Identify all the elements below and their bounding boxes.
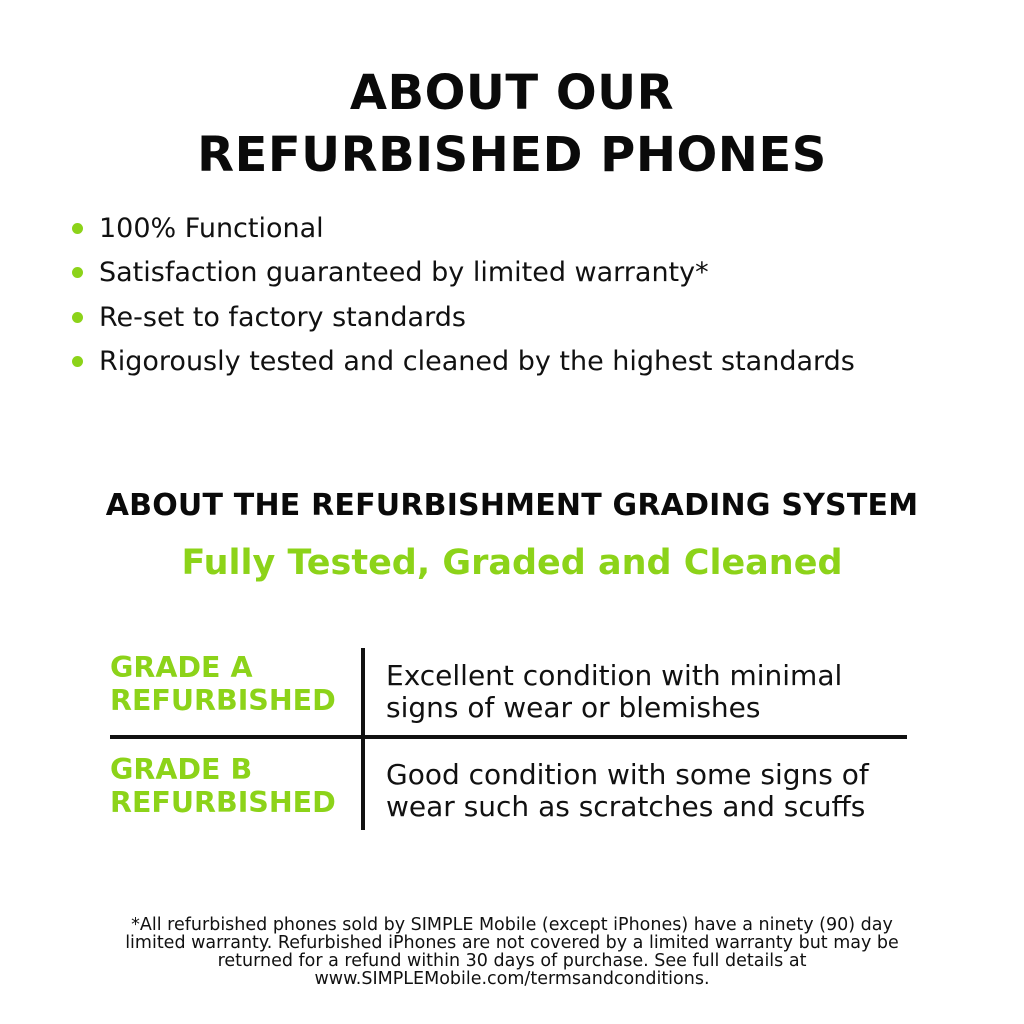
footnote-line-2: limited warranty. Refurbished iPhones are not covered by a limited warranty but may be: [125, 933, 899, 953]
grade-b-description-line-2: wear such as scratches and scuffs: [386, 790, 866, 823]
grading-subheading: Fully Tested, Graded and Cleaned: [181, 543, 843, 583]
grade-b-label: [110, 753, 360, 819]
grade-b-description: [386, 759, 946, 823]
grade-a-label-line-2: REFURBISHED: [110, 684, 336, 717]
feature-list: [72, 206, 855, 384]
list-item: [72, 206, 855, 251]
table-vertical-divider: [361, 648, 365, 830]
list-item: [72, 251, 855, 296]
list-item-text: 100% Functional: [99, 212, 324, 244]
bullet-dot-icon: [72, 356, 83, 367]
footnote-line-4: www.SIMPLEMobile.com/termsandconditions.: [314, 969, 710, 989]
grading-heading: ABOUT THE REFURBISHMENT GRADING SYSTEM: [105, 488, 919, 523]
table-horizontal-divider: [110, 735, 907, 739]
list-item: [72, 340, 855, 385]
list-item-text: Re-set to factory standards: [99, 301, 466, 333]
list-item: [72, 295, 855, 340]
bullet-dot-icon: [72, 312, 83, 323]
page-title-line-2: REFURBISHED PHONES: [197, 127, 827, 183]
footnote-line-3: returned for a refund within 30 days of purchase. See full details at: [217, 951, 807, 971]
warranty-footnote: [40, 916, 984, 988]
bullet-dot-icon: [72, 267, 83, 278]
page-title-line-1: ABOUT OUR: [349, 65, 675, 121]
grade-b-label-line-2: REFURBISHED: [110, 786, 336, 819]
list-item-text: Satisfaction guaranteed by limited warranty*: [99, 257, 709, 289]
grade-a-description: [386, 660, 946, 724]
grade-a-label-line-1: GRADE A: [110, 651, 253, 684]
footnote-line-1: *All refurbished phones sold by SIMPLE Mobile (except iPhones) have a ninety (90) day: [131, 915, 893, 935]
grade-a-label: [110, 651, 360, 717]
grade-b-label-line-1: GRADE B: [110, 753, 253, 786]
page-title: [0, 62, 1024, 186]
grade-b-description-line-1: Good condition with some signs of: [386, 758, 869, 791]
bullet-dot-icon: [72, 223, 83, 234]
list-item-text: Rigorously tested and cleaned by the highest standards: [99, 346, 855, 378]
grade-a-description-line-2: signs of wear or blemishes: [386, 691, 761, 724]
grade-a-description-line-1: Excellent condition with minimal: [386, 659, 843, 692]
